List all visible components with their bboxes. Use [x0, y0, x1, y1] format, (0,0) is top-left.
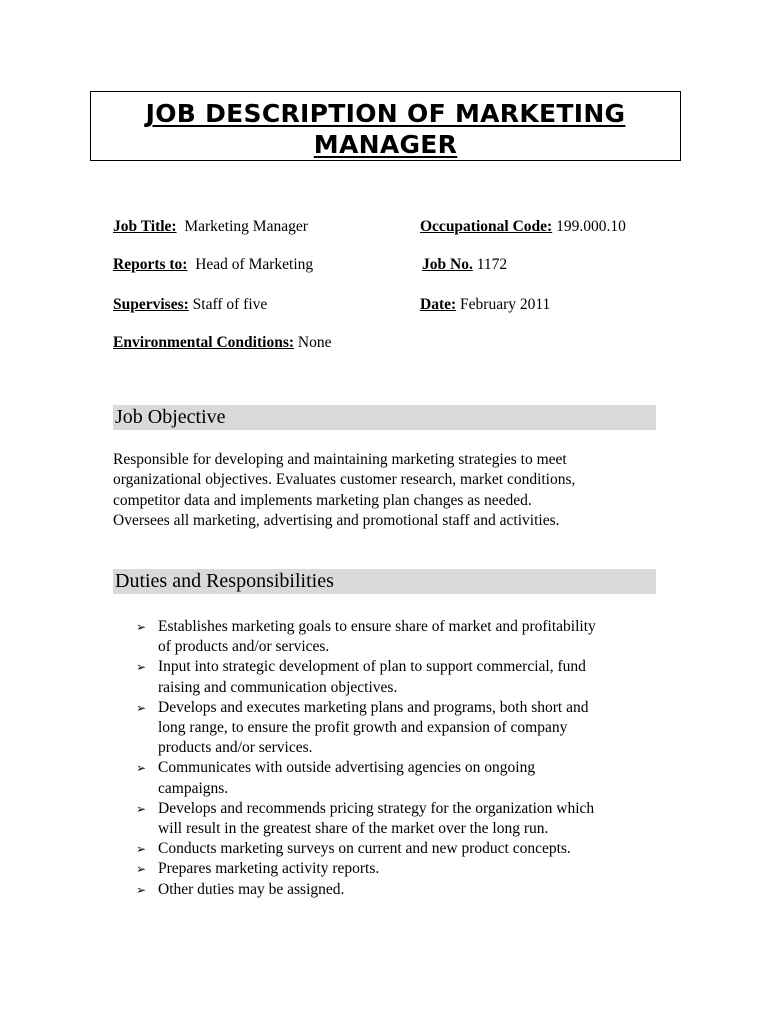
duty-line: products and/or services. [158, 739, 313, 757]
supervises-field [113, 296, 267, 314]
job-objective-heading: Job Objective [115, 406, 226, 428]
duty-line: will result in the greatest share of the market over the long run. [158, 820, 549, 838]
occupational-code-field [420, 218, 626, 236]
reports-to-field [113, 256, 313, 274]
objective-line: organizational objectives. Evaluates customer research, market conditions, [113, 471, 576, 489]
title-line-1: JOB DESCRIPTION OF MARKETING [145, 99, 626, 128]
duty-line: Input into strategic development of plan to support commercial, fund [158, 658, 586, 676]
objective-line: Oversees all marketing, advertising and promotional staff and activities. [113, 511, 560, 529]
arrow-bullet-icon: ➢ [136, 862, 147, 877]
duty-line: Prepares marketing activity reports. [158, 860, 380, 878]
duty-line: long range, to ensure the profit growth and expansion of company [158, 719, 568, 737]
duty-line: campaigns. [158, 779, 229, 797]
date-value: February 2011 [460, 296, 551, 313]
job-objective-band [113, 405, 656, 430]
environmental-conditions-value: None [297, 334, 332, 351]
list-item [136, 839, 676, 859]
arrow-bullet-icon: ➢ [136, 801, 147, 816]
reports-to-label: Reports to: [113, 256, 188, 273]
job-title-value: Marketing Manager [184, 218, 308, 235]
job-no-value: 1172 [476, 256, 508, 273]
occupational-code-value: 199.000.10 [556, 218, 626, 235]
list-item [136, 657, 676, 697]
duty-line: Communicates with outside advertising agencies on ongoing [158, 759, 536, 777]
duties-heading: Duties and Responsibilities [115, 570, 334, 592]
arrow-bullet-icon: ➢ [136, 882, 147, 897]
environmental-conditions-field [113, 334, 331, 352]
environmental-conditions-label: Environmental Conditions: [113, 334, 295, 351]
title-line-2: MANAGER [313, 130, 458, 159]
objective-line: competitor data and implements marketing plan changes as needed. [113, 491, 532, 509]
objective-line: Responsible for developing and maintaining marketing strategies to meet [113, 451, 567, 468]
duty-line: Develops and recommends pricing strategy for the organization which [158, 799, 595, 817]
list-item [136, 799, 676, 839]
duties-list [136, 617, 676, 900]
duty-line: raising and communication objectives. [158, 678, 398, 696]
list-item [136, 698, 676, 759]
list-item [136, 758, 676, 798]
duty-line: Other duties may be assigned. [158, 880, 345, 898]
duty-line: of products and/or services. [158, 638, 330, 656]
reports-to-value: Head of Marketing [195, 256, 314, 273]
job-title-label: Job Title: [113, 218, 177, 235]
duty-line: Develops and executes marketing plans and programs, both short and [158, 698, 589, 716]
list-item [136, 859, 676, 879]
list-item [136, 617, 676, 657]
job-title-field [113, 218, 308, 236]
job-objective-paragraph [113, 450, 658, 531]
job-no-field [422, 256, 507, 274]
arrow-bullet-icon: ➢ [136, 620, 147, 634]
supervises-label: Supervises: [113, 296, 189, 313]
date-field [420, 296, 550, 314]
occupational-code-label: Occupational Code: [420, 218, 553, 235]
arrow-bullet-icon: ➢ [136, 700, 147, 715]
duty-line: Conducts marketing surveys on current and new product concepts. [158, 840, 571, 858]
list-item [136, 880, 676, 900]
document-title [90, 91, 681, 161]
arrow-bullet-icon: ➢ [136, 660, 147, 675]
date-label: Date: [420, 296, 457, 313]
arrow-bullet-icon: ➢ [136, 842, 147, 857]
arrow-bullet-icon: ➢ [136, 761, 147, 776]
job-no-label: Job No. [422, 256, 473, 273]
duty-line: Establishes marketing goals to ensure share of market and profitability [158, 618, 596, 635]
duties-band [113, 569, 656, 594]
supervises-value: Staff of five [192, 296, 268, 313]
